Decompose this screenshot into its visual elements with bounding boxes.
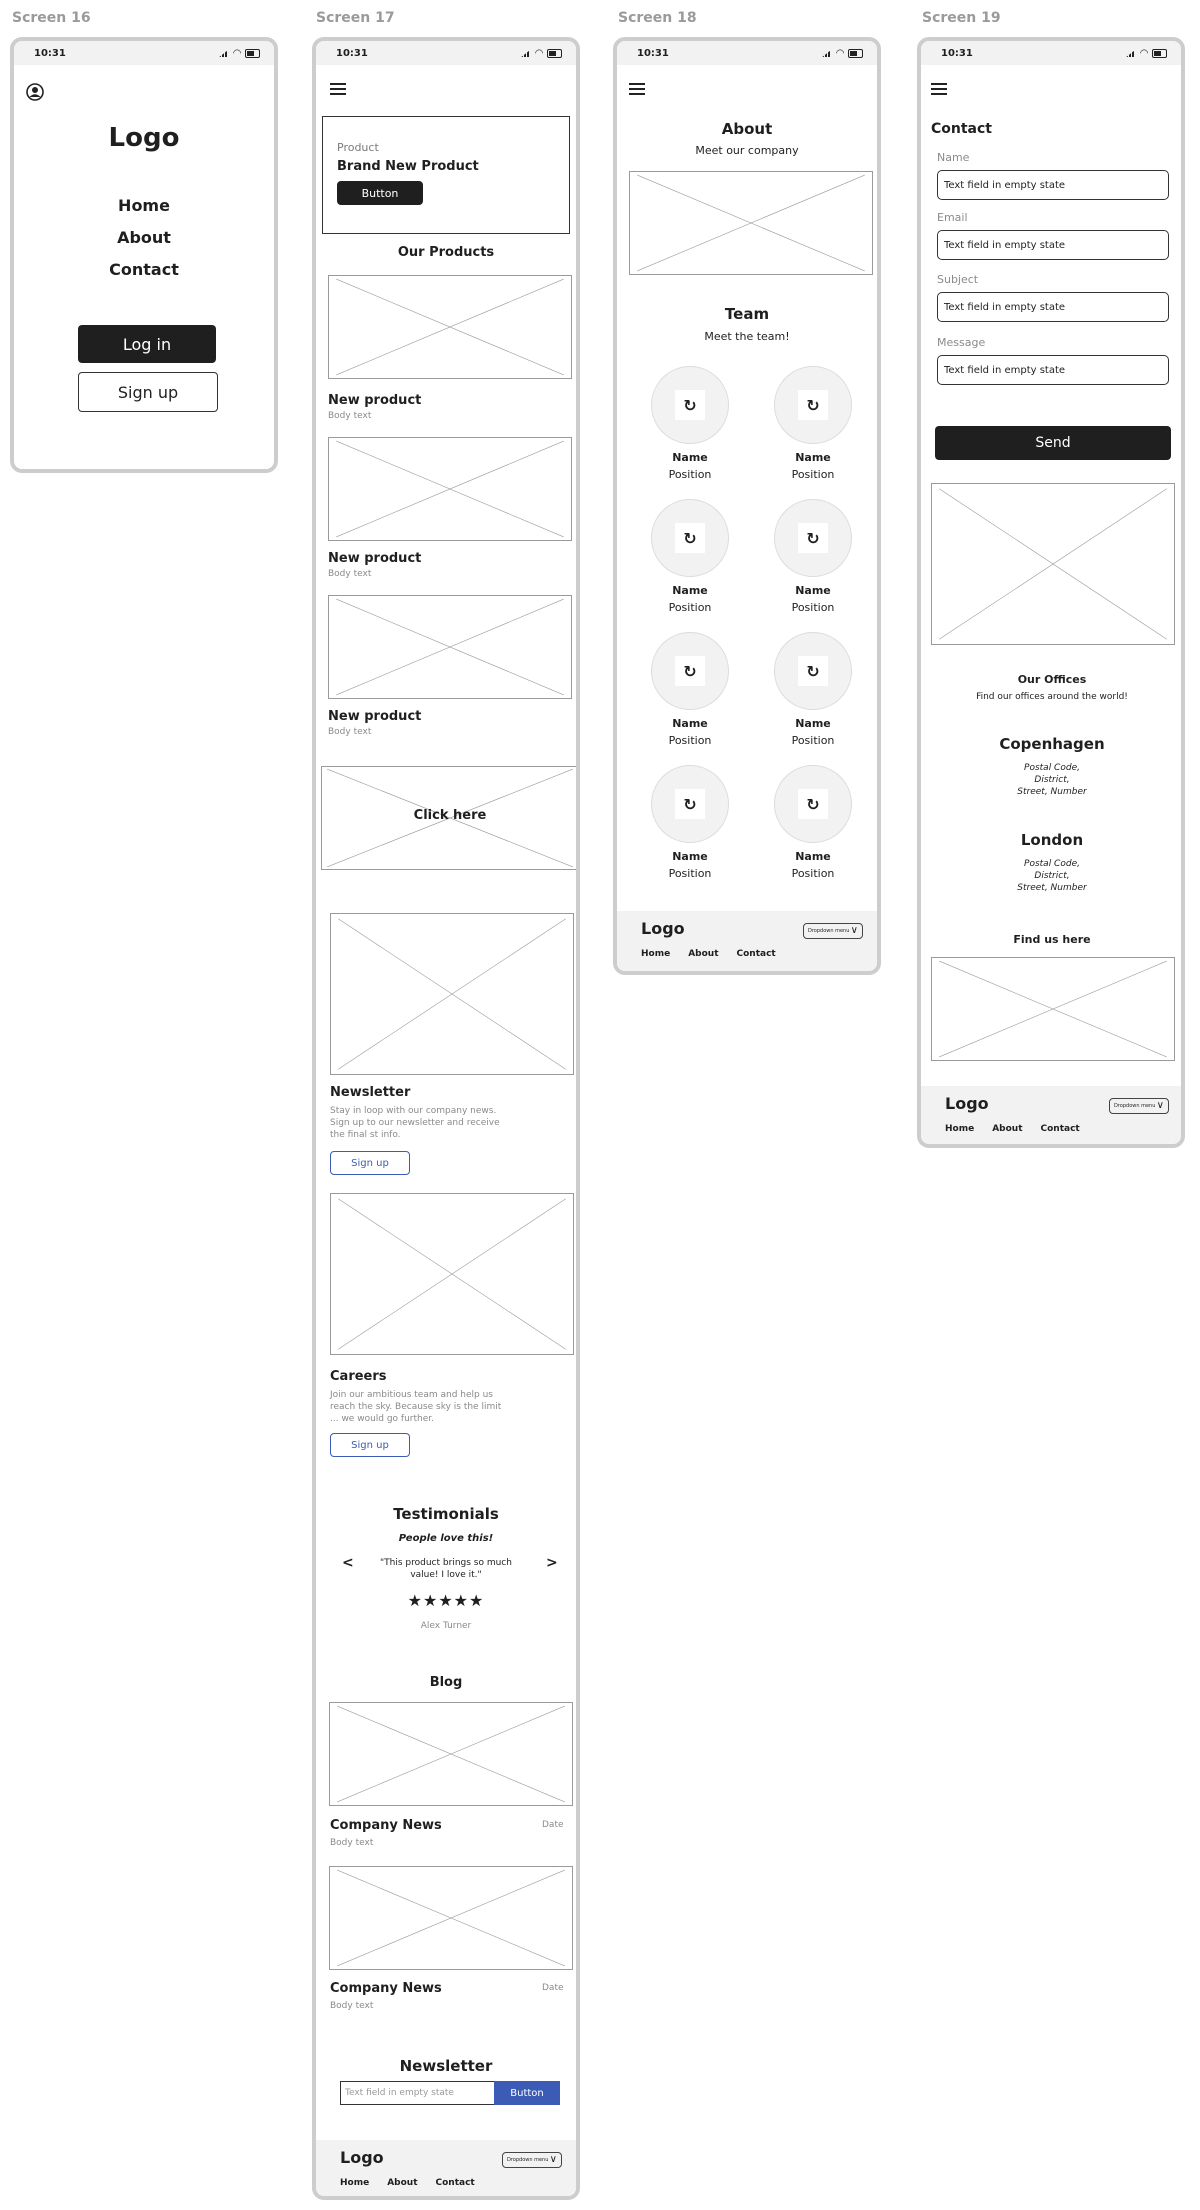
blog-image bbox=[329, 1866, 573, 1970]
contact-image bbox=[931, 483, 1175, 645]
office-address-line: Postal Code, bbox=[1024, 763, 1080, 773]
signal-icon bbox=[1126, 49, 1136, 57]
testimonial-quote: "This product brings so much value! I love it." bbox=[380, 1558, 512, 1580]
footer-dropdown[interactable] bbox=[1109, 1098, 1169, 1114]
click-here-label: Click here bbox=[413, 808, 487, 823]
footer-link-about[interactable]: About bbox=[992, 1124, 1023, 1134]
contact-title: Contact bbox=[931, 121, 992, 137]
battery-icon bbox=[1152, 49, 1167, 58]
about-image bbox=[629, 171, 873, 275]
newsletter-title: Newsletter bbox=[330, 1085, 411, 1100]
product-title: New product bbox=[328, 393, 422, 408]
newsletter-submit-button[interactable]: Button bbox=[494, 2081, 560, 2105]
blog-post-date: Date bbox=[542, 1820, 564, 1830]
footer-link-about[interactable]: About bbox=[387, 2178, 418, 2188]
about-title: About bbox=[721, 120, 773, 138]
member-position: Position bbox=[668, 734, 712, 747]
office-address-line: District, bbox=[1034, 775, 1070, 785]
nav-about[interactable]: About bbox=[117, 228, 171, 247]
newsletter-email-input[interactable]: Text field in empty state bbox=[340, 2081, 494, 2105]
nav-home[interactable]: Home bbox=[118, 196, 170, 215]
screen-label: Screen 18 bbox=[618, 10, 697, 26]
blog-post-title[interactable]: Company News bbox=[330, 1981, 442, 1996]
product-body: Body text bbox=[328, 569, 372, 579]
newsletter-footer-title: Newsletter bbox=[399, 2057, 493, 2075]
product-image bbox=[328, 275, 572, 379]
wifi-icon: ◠ bbox=[233, 47, 241, 59]
blog-post-date: Date bbox=[542, 1983, 564, 1993]
newsletter-image bbox=[330, 913, 574, 1075]
prev-arrow-icon[interactable]: < bbox=[342, 1555, 354, 1571]
nav-contact[interactable]: Contact bbox=[109, 260, 179, 279]
offices-subtitle: Find our offices around the world! bbox=[976, 692, 1128, 702]
avatar bbox=[651, 499, 729, 577]
blog-post-title[interactable]: Company News bbox=[330, 1818, 442, 1833]
team-title: Team bbox=[724, 305, 770, 323]
member-name: Name bbox=[795, 451, 831, 464]
logo: Logo bbox=[108, 123, 180, 153]
office-city: Copenhagen bbox=[999, 735, 1105, 753]
footer-link-about[interactable]: About bbox=[688, 949, 719, 959]
member-position: Position bbox=[668, 468, 712, 481]
status-time: 10:31 bbox=[336, 47, 368, 59]
signup-button[interactable]: Sign up bbox=[78, 372, 218, 412]
click-here-banner[interactable] bbox=[321, 766, 579, 870]
testimonials-title: Testimonials bbox=[393, 1505, 499, 1523]
footer-dropdown-label: Dropdown menu bbox=[507, 2157, 549, 2163]
member-name: Name bbox=[795, 584, 831, 597]
signal-icon bbox=[521, 49, 531, 57]
footer-link-home[interactable]: Home bbox=[340, 2178, 370, 2188]
newsletter-signup-button[interactable]: Sign up bbox=[330, 1151, 410, 1175]
member-position: Position bbox=[668, 601, 712, 614]
subject-field[interactable]: Text field in empty state bbox=[937, 292, 1169, 322]
field-label: Message bbox=[937, 336, 986, 349]
avatar bbox=[774, 366, 852, 444]
login-button[interactable]: Log in bbox=[78, 325, 216, 363]
footer bbox=[316, 2140, 576, 2200]
footer-link-home[interactable]: Home bbox=[945, 1124, 975, 1134]
member-name: Name bbox=[672, 451, 708, 464]
member-position: Position bbox=[791, 601, 835, 614]
refresh-icon: ↻ bbox=[798, 523, 828, 553]
blog-post-body: Body text bbox=[330, 1838, 374, 1848]
message-field[interactable]: Text field in empty state bbox=[937, 355, 1169, 385]
offices-title: Our Offices bbox=[1017, 673, 1087, 686]
screen-18 bbox=[613, 37, 881, 975]
screen-17 bbox=[312, 37, 580, 2200]
wifi-icon: ◠ bbox=[836, 47, 844, 59]
wifi-icon: ◠ bbox=[1140, 47, 1148, 59]
careers-image bbox=[330, 1193, 574, 1355]
member-position: Position bbox=[791, 734, 835, 747]
testimonials-subtitle: People love this! bbox=[398, 1533, 494, 1544]
footer bbox=[617, 911, 877, 971]
avatar bbox=[774, 632, 852, 710]
product-title: New product bbox=[328, 709, 422, 724]
footer-logo: Logo bbox=[945, 1094, 989, 1113]
product-image bbox=[328, 437, 572, 541]
name-field[interactable]: Text field in empty state bbox=[937, 170, 1169, 200]
office-address-line: Street, Number bbox=[1017, 883, 1087, 893]
office-address-line: Postal Code, bbox=[1024, 859, 1080, 869]
map-image bbox=[931, 957, 1175, 1061]
avatar bbox=[774, 499, 852, 577]
status-bar bbox=[316, 41, 576, 65]
avatar bbox=[651, 765, 729, 843]
signal-icon bbox=[219, 49, 229, 57]
careers-text: Join our ambitious team and help us reach the sky. Because sky is the limit ... we would go further. bbox=[330, 1390, 502, 1424]
hero-title: Brand New Product bbox=[337, 159, 479, 174]
product-title: New product bbox=[328, 551, 422, 566]
office-address-line: District, bbox=[1034, 871, 1070, 881]
footer bbox=[921, 1086, 1183, 1146]
next-arrow-icon[interactable]: > bbox=[546, 1555, 558, 1571]
office-city: London bbox=[1020, 831, 1084, 849]
footer-dropdown[interactable] bbox=[803, 923, 863, 939]
field-label: Name bbox=[937, 151, 970, 164]
footer-link-contact[interactable]: Contact bbox=[736, 949, 776, 959]
hero-button[interactable]: Button bbox=[337, 181, 423, 205]
status-bar bbox=[14, 41, 274, 65]
newsletter-text: Stay in loop with our company news. Sign up to our newsletter and receive the final st info. bbox=[330, 1106, 500, 1140]
hamburger-menu-icon[interactable] bbox=[931, 83, 947, 95]
email-field[interactable]: Text field in empty state bbox=[937, 230, 1169, 260]
status-time: 10:31 bbox=[34, 47, 66, 59]
send-button[interactable]: Send bbox=[935, 426, 1171, 460]
battery-icon bbox=[547, 49, 562, 58]
products-title: Our Products bbox=[397, 245, 495, 260]
battery-icon bbox=[245, 49, 260, 58]
footer-dropdown[interactable] bbox=[502, 2152, 562, 2168]
rating-stars-icon: ★★★★★ bbox=[407, 1591, 485, 1610]
member-name: Name bbox=[795, 717, 831, 730]
chevron-down-icon: ∨ bbox=[1156, 1100, 1164, 1111]
member-position: Position bbox=[791, 867, 835, 880]
footer-logo: Logo bbox=[340, 2148, 384, 2167]
team-subtitle: Meet the team! bbox=[704, 330, 790, 343]
status-bar bbox=[921, 41, 1181, 65]
blog-title: Blog bbox=[429, 1675, 463, 1690]
footer-link-contact[interactable]: Contact bbox=[435, 2178, 475, 2188]
product-body: Body text bbox=[328, 411, 372, 421]
user-icon[interactable] bbox=[26, 83, 44, 101]
hamburger-menu-icon[interactable] bbox=[629, 83, 645, 95]
about-subtitle: Meet our company bbox=[695, 144, 799, 157]
careers-signup-button[interactable]: Sign up bbox=[330, 1433, 410, 1457]
screen-16 bbox=[10, 37, 278, 473]
product-image bbox=[328, 595, 572, 699]
chevron-down-icon: ∨ bbox=[850, 925, 858, 936]
avatar bbox=[651, 632, 729, 710]
blog-image bbox=[329, 1702, 573, 1806]
avatar bbox=[774, 765, 852, 843]
field-label: Email bbox=[937, 211, 968, 224]
signal-icon bbox=[822, 49, 832, 57]
hamburger-menu-icon[interactable] bbox=[330, 83, 346, 95]
refresh-icon: ↻ bbox=[675, 656, 705, 686]
member-position: Position bbox=[791, 468, 835, 481]
refresh-icon: ↻ bbox=[675, 390, 705, 420]
footer-logo: Logo bbox=[641, 919, 685, 938]
status-time: 10:31 bbox=[941, 47, 973, 59]
product-body: Body text bbox=[328, 727, 372, 737]
wifi-icon: ◠ bbox=[535, 47, 543, 59]
field-label: Subject bbox=[937, 273, 979, 286]
testimonial-author: Alex Turner bbox=[420, 1621, 472, 1631]
battery-icon bbox=[848, 49, 863, 58]
refresh-icon: ↻ bbox=[798, 390, 828, 420]
member-name: Name bbox=[795, 850, 831, 863]
refresh-icon: ↻ bbox=[675, 523, 705, 553]
hero-card bbox=[322, 116, 570, 234]
hero-eyebrow: Product bbox=[337, 141, 379, 154]
screen-label: Screen 19 bbox=[922, 10, 1001, 26]
avatar bbox=[651, 366, 729, 444]
screen-label: Screen 17 bbox=[316, 10, 395, 26]
status-time: 10:31 bbox=[637, 47, 669, 59]
refresh-icon: ↻ bbox=[798, 789, 828, 819]
find-us-title: Find us here bbox=[1013, 933, 1091, 946]
footer-link-home[interactable]: Home bbox=[641, 949, 671, 959]
member-position: Position bbox=[668, 867, 712, 880]
careers-title: Careers bbox=[330, 1369, 387, 1384]
member-name: Name bbox=[672, 584, 708, 597]
footer-dropdown-label: Dropdown menu bbox=[808, 928, 850, 934]
member-name: Name bbox=[672, 850, 708, 863]
chevron-down-icon: ∨ bbox=[549, 2154, 557, 2165]
screen-19 bbox=[917, 37, 1185, 1148]
refresh-icon: ↻ bbox=[798, 656, 828, 686]
refresh-icon: ↻ bbox=[675, 789, 705, 819]
footer-dropdown-label: Dropdown menu bbox=[1114, 1103, 1156, 1109]
blog-post-body: Body text bbox=[330, 2001, 374, 2011]
member-name: Name bbox=[672, 717, 708, 730]
office-address-line: Street, Number bbox=[1017, 787, 1087, 797]
footer-link-contact[interactable]: Contact bbox=[1040, 1124, 1080, 1134]
status-bar bbox=[617, 41, 877, 65]
screen-label: Screen 16 bbox=[12, 10, 91, 26]
